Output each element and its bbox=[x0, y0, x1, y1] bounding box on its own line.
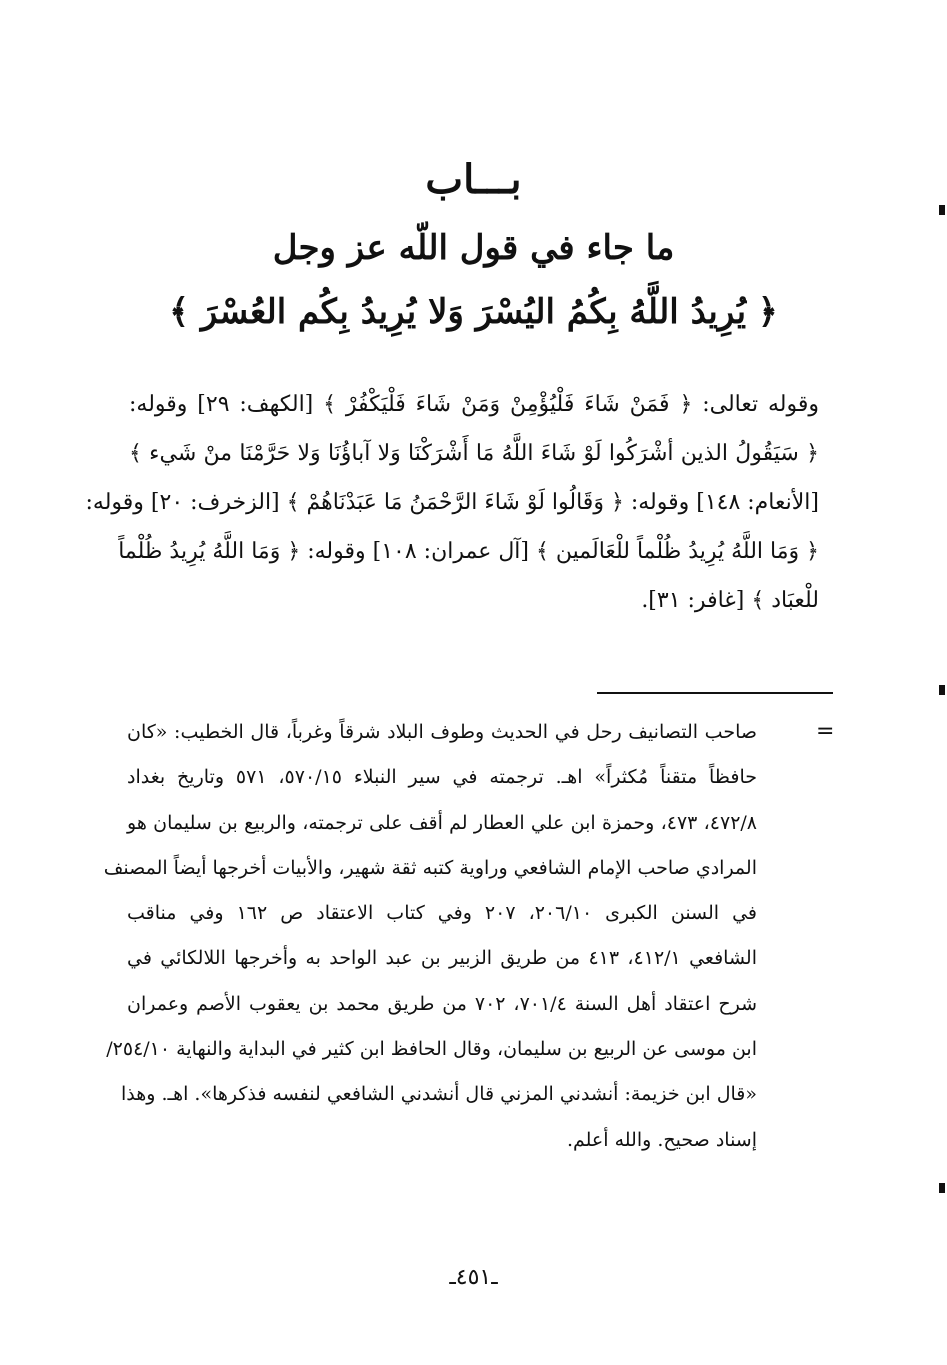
main-text-line: وقوله تعالى: ﴿ فَمَنْ شَاءَ فَلْيُؤْمِنْ وَمَنْ شَاءَ فَلْيَكْفُرْ ﴾ [الكهف: ٢٩] وقوله: bbox=[129, 392, 819, 417]
footnote-line: المرادي صاحب الإمام الشافعي وراوية كتبه ثقة شهير، والأبيات أخرجها أيضاً المصنف bbox=[103, 856, 757, 879]
edge-scan-mark bbox=[939, 205, 945, 215]
footnote-line: إسناد صحيح. والله أعلم. bbox=[566, 1128, 757, 1151]
edge-scan-mark bbox=[939, 1183, 945, 1193]
main-text-line: [الأنعام: ١٤٨] وقوله: ﴿ وَقَالُوا لَوْ شَاءَ الرَّحْمَنُ مَا عَبَدْنَاهُمْ ﴾ [الزخرف: ٢٠] وقوله: bbox=[85, 490, 819, 515]
chapter-heading: بـــاب bbox=[425, 156, 522, 203]
main-text bbox=[85, 380, 819, 625]
page-number: ـ٤٥١ـ bbox=[449, 1265, 498, 1290]
chapter-title: ما جاء في قول اللّه عز وجل bbox=[272, 228, 675, 268]
footnote-line: صاحب التصانيف رحل في الحديث وطوف البلاد شرقاً وغرباً، قال الخطيب: «كان bbox=[127, 721, 757, 743]
footnote-line: ٤٧٢/٨، ٤٧٣، وحمزة ابن علي العطار لم أقف على ترجمته، والربيع بن سليمان هو bbox=[127, 811, 758, 834]
footnote-line: الشافعي ٤١٢/١، ٤١٣ من طريق الزبير بن عبد الواحد به وأخرجها اللالكائي في bbox=[127, 947, 757, 970]
footnote-line: ابن موسى عن الربيع بن سليمان، وقال الحافظ ابن كثير في البداية والنهاية ٢٥٤/١٠/ bbox=[106, 1038, 757, 1061]
footnote-line: في السنن الكبرى ٢٠٦/١٠، ٢٠٧ وفي كتاب الاعتقاد ص ١٦٢ وفي مناقب bbox=[127, 902, 758, 925]
footnote-line: «قال ابن خزيمة: أنشدني المزني قال أنشدني الشافعي لنفسه فذكرها». اهـ. وهذا bbox=[121, 1083, 757, 1106]
footnote-continuation-mark: = bbox=[816, 719, 835, 744]
footnote-separator bbox=[597, 692, 833, 694]
main-text-line: للْعبَاد ﴾ [غافر: ٣١]. bbox=[641, 588, 819, 613]
edge-scan-mark bbox=[939, 685, 945, 695]
footnote-line: شرح اعتقاد أهل السنة ٧٠١/٤، ٧٠٢ من طريق محمد بن يعقوب الأصم وعمران bbox=[127, 992, 757, 1015]
main-text-line: ﴿ سَيَقُولُ الذين أشْرَكُوا لَوْ شَاءَ اللَّهُ مَا أَشْرَكْنَا وَلا آباؤُنَا وَلا حَرَّمْنَا منْ شَيء ﴾ bbox=[129, 441, 819, 466]
chapter-verse: ﴿ يُرِيدُ اللَّهُ بِكُمُ اليُسْرَ وَلا يُرِيدُ بِكُم العُسْرَ ﴾ bbox=[169, 292, 778, 332]
main-text-line: ﴿ وَمَا اللَّهُ يُرِيدُ ظُلْماً للْعَالَمين ﴾ [آل عمران: ١٠٨] وقوله: ﴿ وَمَا اللَّهُ يُرِيدُ ظُلْماً bbox=[118, 539, 819, 564]
footnote bbox=[103, 710, 758, 1163]
footnote-line: حافظاً متقناً مُكثراً» اهـ. ترجمته في سير النبلاء ٥٧٠/١٥، ٥٧١ وتاريخ بغداد bbox=[127, 766, 757, 789]
